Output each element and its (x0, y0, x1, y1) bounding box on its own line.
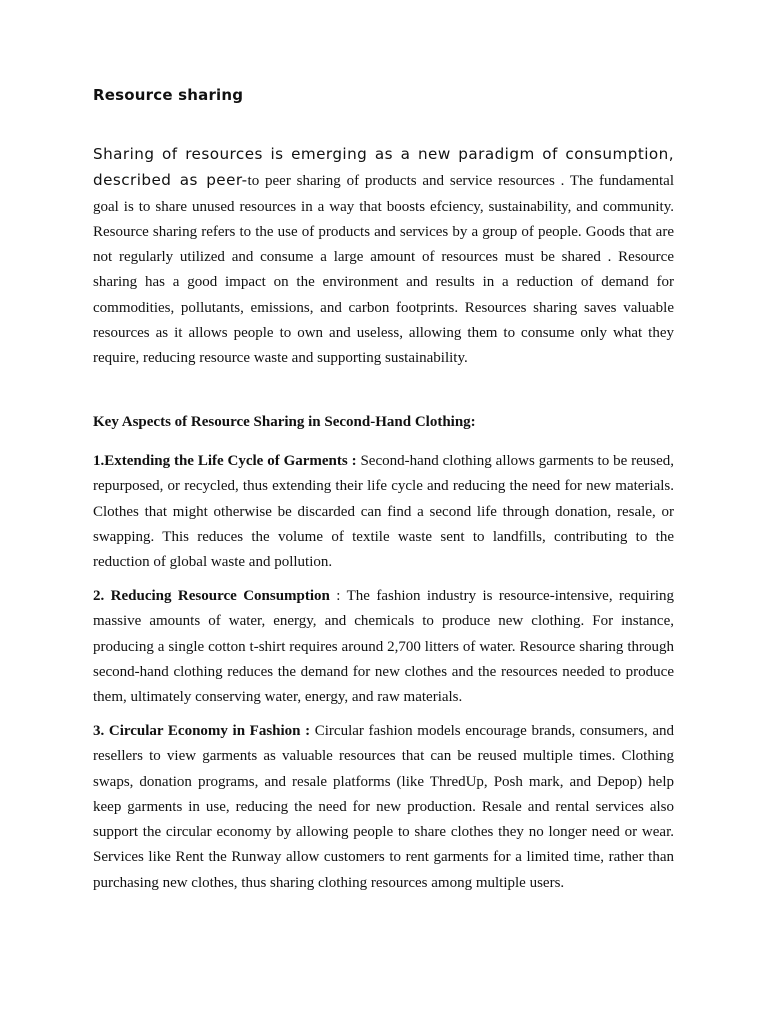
aspect-paragraph-3 (93, 719, 674, 896)
intro-paragraph (93, 142, 674, 372)
aspect-2-text: : The fashion industry is resource-intensive, requiring massive amounts of water, energy, and chemicals to produce new clothing. For instance, producing a single cotton t-shirt requires around 2,700 litters of water. Resource sharing through second-hand clothing reduces the demand for new clothes and the resources needed to produce them, ultimately conserving water, energy, and raw materials. (93, 588, 674, 706)
aspect-3-text: Circular fashion models encourage brands, consumers, and resellers to view garments as valuable resources that can be reused multiple times. Clothing swaps, donation programs, and resale platforms (like ThredUp, Posh mark, and Depop) help keep garments in use, reducing the need for new production. Resale and rental services also support the circular economy by allowing people to share clothes they no longer need or wear. Services like Rent the Runway allow customers to rent garments for a limited time, rather than purchasing new clothes, thus sharing clothing resources among multiple users. (93, 723, 674, 891)
aspect-1-text: Second-hand clothing allows garments to be reused, repurposed, or recycled, thus extending their life cycle and reducing the need for new materials. Clothes that might otherwise be discarded can find a second life through donation, resale, or swapping. This reduces the volume of textile waste sent to landfills, contributing to the reduction of global waste and pollution. (93, 453, 674, 571)
page-title: Resource sharing (93, 86, 244, 104)
aspect-paragraph-2 (93, 584, 674, 710)
aspect-2-title: 2. Reducing Resource Consumption (93, 588, 330, 604)
aspect-3-title: 3. Circular Economy in Fashion : (93, 723, 311, 739)
section-heading: Key Aspects of Resource Sharing in Second-Hand Clothing: (93, 414, 476, 430)
aspect-1-title: 1.Extending the Life Cycle of Garments : (93, 453, 357, 469)
aspect-paragraph-1 (93, 449, 674, 575)
intro-body: to peer sharing of products and service resources . The fundamental goal is to share unused resources in a way that boosts efciency, sustainability, and community. Resource sharing refers to the use of products and services by a group of people. Goods that are not regularly utilized and consume a large amount of resources must be shared . Resource sharing has a good impact on the environment and results in a reduction of demand for commodities, pollutants, emissions, and carbon footprints. Resources sharing saves valuable resources as it allows people to own and useless, allowing them to consume only what they require, reducing resource waste and supporting sustainability. (93, 173, 674, 367)
intro-lead: Sharing of resources is emerging as a new paradigm of consumption, described as peer- (93, 145, 674, 190)
